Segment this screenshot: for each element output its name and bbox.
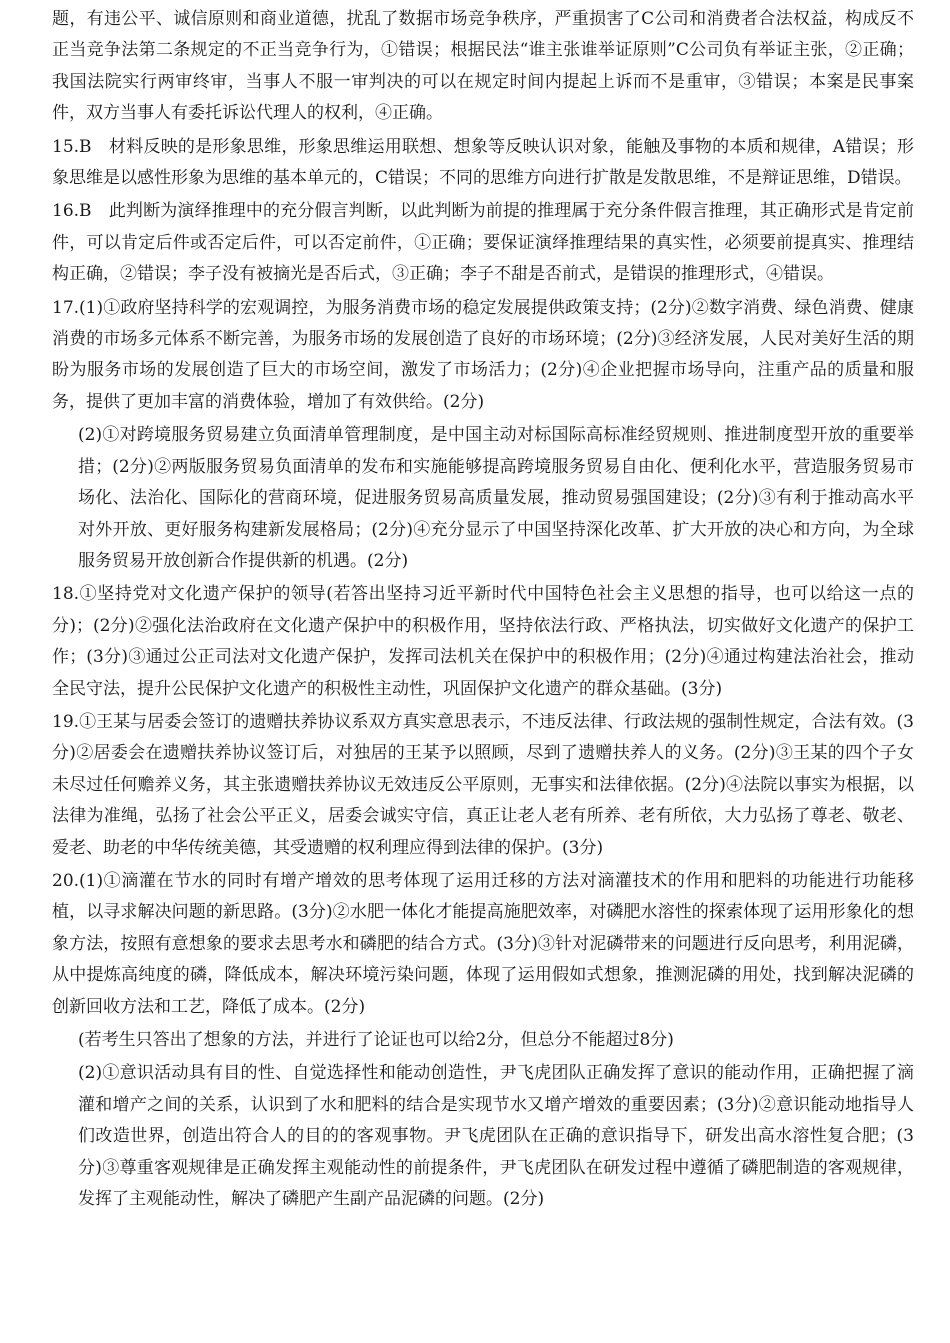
answer-16: 16.B 此判断为演绎推理中的充分假言判断，以此判断为前提的推理属于充分条件假言推理，其正确形式是肯定前件，可以肯定后件或否定后件，可以否定前件，①正确；要保证演绎推理结果的真实性，必须要前提真实、推理结构正确，②错误；李子没有被摘光是否后式，③正确；李子不甜是否前式，是错误的推理形式，④错误。 bbox=[52, 201, 914, 285]
answer-20-part-2: (2)①意识活动具有目的性、自觉选择性和能动创造性，尹飞虎团队正确发挥了意识的能动作用，正确把握了滴灌和增产之间的关系，认识到了水和肥料的结合是实现节水又增产增效的重要因素；(3分)②意识能动地指导人们改造世界，创造出符合人的目的的客观事物。尹飞虎团队在正确的意识指导下，研发出高水溶性复合肥；(3分)③尊重客观规律是正确发挥主观能动性的前提条件，尹飞虎团队在研发过程中遵循了磷肥制造的客观规律，发挥了主观能动性，解决了磷肥产生副产品泥磷的问题。(2分) bbox=[78, 1063, 914, 1210]
answer-14-continuation: 题，有违公平、诚信原则和商业道德，扰乱了数据市场竞争秩序，严重损害了C公司和消费者合法权益，构成反不正当竞争法第二条规定的不正当竞争行为，①错误；根据民法“谁主张谁举证原则”C公司负有举证主张，②正确；我国法院实行两审终审，当事人不服一审判决的可以在规定时间内提起上诉而不是重审，③错误；本案是民事案件，双方当事人有委托诉讼代理人的权利，④正确。 bbox=[52, 9, 914, 124]
answer-20-note: (若考生只答出了想象的方法，并进行了论证也可以给2分，但总分不能超过8分) bbox=[78, 1030, 674, 1050]
answer-19: 19.①王某与居委会签订的遗赠扶养协议系双方真实意思表示，不违反法律、行政法规的强制性规定，合法有效。(3分)②居委会在遗赠扶养协议签订后，对独居的王某予以照顾，尽到了遗赠扶养人的义务。(2分)③王某的四个子女未尽过任何赡养义务，其主张遗赠扶养协议无效违反公平原则，无事实和法律依据。(2分)④法院以事实为根据，以法律为准绳，弘扬了社会公平正义，居委会诚实守信，真正让老人老有所养、老有所依，大力弘扬了尊老、敬老、爱老、助老的中华传统美德，其受遗赠的权利理应得到法律的保护。(3分) bbox=[52, 711, 914, 858]
answer-20-part-1: 20.(1)①滴灌在节水的同时有增产增效的思考体现了运用迁移的方法对滴灌技术的作用和肥料的功能进行功能移植，以寻求解决问题的新思路。(3分)②水肥一体化才能提高施肥效率，对磷肥水溶性的探索体现了运用形象化的想象方法，按照有意想象的要求去思考水和磷肥的结合方式。(3分)③针对泥磷带来的问题进行反向思考，利用泥磷，从中提炼高纯度的磷，降低成本，解决环境污染问题，体现了运用假如式想象，推测泥磷的用处，找到解决泥磷的创新回收方法和工艺，降低了成本。(2分) bbox=[52, 870, 914, 1017]
answer-15: 15.B 材料反映的是形象思维，形象思维运用联想、想象等反映认识对象，能触及事物的本质和规律，A错误；形象思维是以感性形象为思维的基本单元的，C错误；不同的思维方向进行扩散是发散思维，不是辩证思维，D错误。 bbox=[52, 136, 914, 189]
answer-document bbox=[52, 4, 914, 1217]
answer-18: 18.①坚持党对文化遗产保护的领导(若答出坚持习近平新时代中国特色社会主义思想的指导，也可以给这一点的分)；(2分)②强化法治政府在文化遗产保护中的积极作用，坚持依法行政、严格执法，切实做好文化遗产的保护工作；(3分)③通过公正司法对文化遗产保护，发挥司法机关在保护中的积极作用；(2分)④通过构建法治社会，推动全民守法，提升公民保护文化遗产的积极性主动性，巩固保护文化遗产的群众基础。(3分) bbox=[52, 584, 914, 699]
answer-17-part-2: (2)①对跨境服务贸易建立负面清单管理制度，是中国主动对标国际高标准经贸规则、推进制度型开放的重要举措；(2分)②两版服务贸易负面清单的发布和实施能够提高跨境服务贸易自由化、便利化水平，营造服务贸易市场化、法治化、国际化的营商环境，促进服务贸易高质量发展，推动贸易强国建设；(2分)③有利于推动高水平对外开放、更好服务构建新发展格局；(2分)④充分显示了中国坚持深化改革、扩大开放的决心和方向，为全球服务贸易开放创新合作提供新的机遇。(2分) bbox=[78, 425, 914, 571]
answer-17-part-1: 17.(1)①政府坚持科学的宏观调控，为服务消费市场的稳定发展提供政策支持；(2分)②数字消费、绿色消费、健康消费的市场多元体系不断完善，为服务市场的发展创造了良好的市场环境；(2分)③经济发展，人民对美好生活的期盼为服务市场的发展创造了巨大的市场空间，激发了市场活力；(2分)④企业把握市场导向，注重产品的质量和服务，提供了更加丰富的消费体验，增加了有效供给。(2分) bbox=[52, 297, 914, 412]
